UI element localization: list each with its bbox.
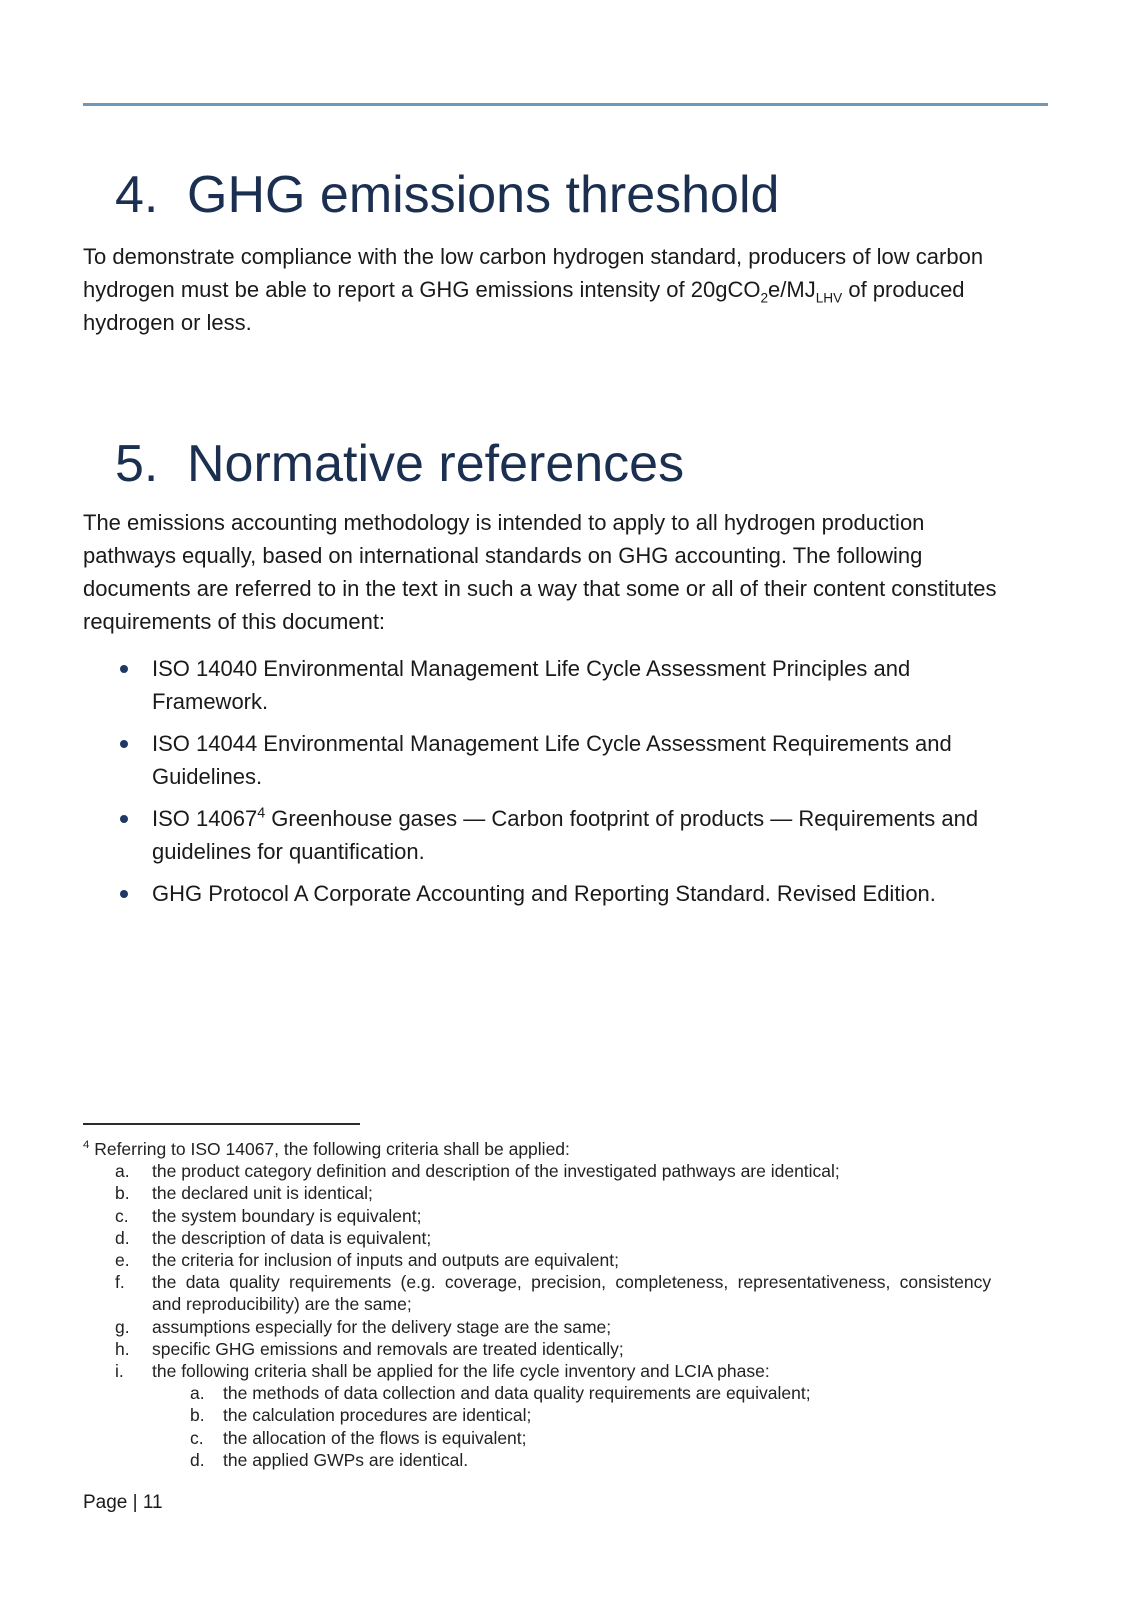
paragraph-line: requirements of this document:: [83, 609, 386, 634]
reference-text: Framework.: [152, 689, 269, 714]
lhv-subscript: LHV: [815, 290, 843, 306]
footnote-subitem-text: the calculation procedures are identical;: [223, 1405, 532, 1426]
footnote-subitem-label: a.: [190, 1383, 205, 1404]
footnote-item: [83, 1360, 1048, 1382]
reference-text: ISO 14040 Environmental Management Life Cycle Assessment Principles and: [152, 656, 911, 681]
reference-item: [83, 877, 1048, 910]
footnote-item-text: the system boundary is equivalent;: [152, 1205, 422, 1226]
reference-text: Greenhouse gases — Carbon footprint of products — Requirements and: [265, 806, 979, 831]
section-4-heading: [115, 166, 779, 224]
footnote-subitem-text: the methods of data collection and data quality requirements are equivalent;: [223, 1383, 811, 1404]
footnote-subitem-label: b.: [190, 1405, 205, 1426]
footnote-item-label: g.: [115, 1316, 130, 1337]
reference-text: GHG Protocol A Corporate Accounting and Reporting Standard. Revised Edition.: [152, 881, 936, 906]
paragraph-line: pathways equally, based on international standards on GHG accounting. The following: [83, 543, 923, 568]
section-4-number: 4.: [115, 165, 159, 224]
paragraph-line: hydrogen or less.: [83, 310, 252, 335]
footnote-item: [83, 1316, 1048, 1338]
footnote-item: [83, 1182, 1048, 1204]
footnote-item: [83, 1160, 1048, 1182]
footnote-item-text: [152, 1271, 1048, 1315]
footnote-item: [83, 1271, 1048, 1315]
paragraph-line: hydrogen must be able to report a GHG emissions intensity of 20gCO: [83, 277, 761, 302]
footnote-subitem: [83, 1449, 1048, 1471]
footnote-item-text: specific GHG emissions and removals are treated identically;: [152, 1338, 624, 1359]
paragraph-line: e/MJ: [768, 277, 816, 302]
paragraph-line: To demonstrate compliance with the low carbon hydrogen standard, producers of low carbon: [83, 244, 984, 269]
footnote-item-label: c.: [115, 1205, 129, 1226]
footnote-item: [83, 1205, 1048, 1227]
footnote-item-text: the criteria for inclusion of inputs and outputs are equivalent;: [152, 1250, 619, 1271]
footnote-subitem: [83, 1427, 1048, 1449]
section-5-title: Normative references: [187, 434, 685, 493]
footnote-item-label: e.: [115, 1250, 130, 1271]
co2-subscript: 2: [760, 290, 769, 306]
footnote-item: [83, 1227, 1048, 1249]
footnote-subitem: [83, 1404, 1048, 1426]
footnote-item-line: and reproducibility) are the same;: [152, 1294, 412, 1315]
reference-text: ISO 14044 Environmental Management Life Cycle Assessment Requirements and: [152, 731, 952, 756]
footnote-reference-marker: 4: [257, 805, 266, 822]
footnote-subitem-label: c.: [190, 1427, 204, 1448]
footnote-item-text: the following criteria shall be applied for the life cycle inventory and LCIA phase:: [152, 1361, 770, 1382]
footnote-item-label: d.: [115, 1227, 130, 1248]
page-number-label: Page | 11: [83, 1492, 163, 1513]
reference-item: [83, 727, 1048, 793]
references-list: [83, 652, 1048, 919]
footnote-item-text: the declared unit is identical;: [152, 1183, 373, 1204]
reference-text: Guidelines.: [152, 764, 263, 789]
footnote-item-text: assumptions especially for the delivery stage are the same;: [152, 1316, 612, 1337]
section-4-paragraph: [83, 240, 1048, 339]
footnote-lead: [83, 1138, 1048, 1160]
footnote-subitem-text: the allocation of the flows is equivalent;: [223, 1427, 527, 1448]
reference-item: [83, 652, 1048, 718]
footnote-subitem: [83, 1382, 1048, 1404]
section-4-title: GHG emissions threshold: [187, 165, 780, 224]
reference-item: [83, 802, 1048, 868]
reference-text: guidelines for quantification.: [152, 839, 425, 864]
footnote-item-text: the description of data is equivalent;: [152, 1227, 432, 1248]
footnote-item-text: the product category definition and description of the investigated pathways are identical;: [152, 1161, 840, 1182]
footnote: [83, 1123, 1048, 1471]
footnote-separator: [83, 1123, 360, 1125]
footnote-item-label: h.: [115, 1338, 130, 1359]
paragraph-line: of produced: [842, 277, 965, 302]
footnote-item: [83, 1338, 1048, 1360]
header-rule: [83, 103, 1048, 106]
section-5-number: 5.: [115, 434, 159, 493]
section-5-heading: [115, 435, 684, 493]
footnote-lead-text: Referring to ISO 14067, the following criteria shall be applied:: [94, 1139, 570, 1159]
footnote-subitem-text: the applied GWPs are identical.: [223, 1449, 469, 1470]
footnote-item-label: a.: [115, 1161, 130, 1182]
footnote-item-label: i.: [115, 1361, 124, 1382]
footnote-marker: 4: [83, 1139, 90, 1152]
paragraph-line: documents are referred to in the text in such a way that some or all of their content constitutes: [83, 576, 997, 601]
footnote-item-line: the data quality requirements (e.g. coverage, precision, completeness, representativeness, consistency: [152, 1272, 992, 1293]
footnote-subitem-label: d.: [190, 1449, 205, 1470]
paragraph-line: The emissions accounting methodology is intended to apply to all hydrogen production: [83, 510, 925, 535]
footnote-item-label: f.: [115, 1272, 125, 1293]
section-5-paragraph: [83, 506, 1048, 638]
footnote-item: [83, 1249, 1048, 1271]
footnote-item-label: b.: [115, 1183, 130, 1204]
reference-text: ISO 14067: [152, 806, 258, 831]
